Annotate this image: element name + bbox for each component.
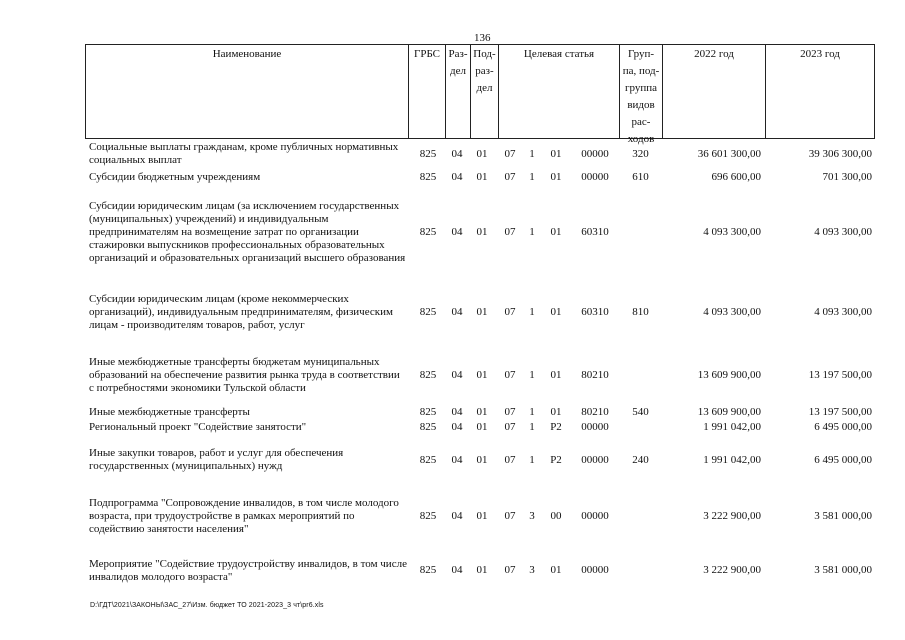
cell-amount-2023: 6 495 000,00 <box>814 453 872 466</box>
cell-expense-group: 240 <box>632 453 649 466</box>
cell-target-4: 80210 <box>581 406 609 418</box>
cell-target-2: 1 <box>529 421 535 433</box>
page-number: 136 <box>474 32 491 44</box>
cell-target-1: 07 <box>504 406 516 418</box>
header-razdel: Раз- дел <box>445 45 470 138</box>
cell-podrazdel: 01 <box>476 305 488 318</box>
cell-podrazdel: 01 <box>476 171 488 183</box>
cell-grbs: 825 <box>419 421 437 433</box>
cell-grbs: 825 <box>419 453 437 466</box>
header-name: Наименование <box>85 45 408 138</box>
table-row <box>85 171 875 184</box>
cell-grbs: 825 <box>419 406 437 418</box>
cell-razdel: 04 <box>451 421 463 433</box>
cell-name: Иные межбюджетные трансферты бюджетам муниципальных образований на обеспечение развития рынка труда в соответствии с потребностями экономики Тульской области <box>89 355 400 394</box>
cell-target-3: 01 <box>550 147 562 160</box>
cell-target-4: 00000 <box>581 147 609 160</box>
cell-target-3: P2 <box>550 421 562 433</box>
cell-podrazdel: 01 <box>476 406 488 418</box>
cell-target-3: 01 <box>550 226 562 238</box>
header-target: Целевая статья <box>498 45 619 138</box>
cell-expense-group: 810 <box>632 305 649 318</box>
cell-target-3: P2 <box>550 453 562 466</box>
cell-expense-group <box>619 345 662 405</box>
cell-podrazdel: 01 <box>476 509 488 522</box>
cell-name: Подпрограмма "Сопровождение инвалидов, в том числе молодого возраста, при трудоустройстве в рамках мероприятий по содействию занятости населения" <box>89 496 399 535</box>
cell-amount-2023: 701 300,00 <box>822 171 872 183</box>
cell-razdel: 04 <box>451 171 463 183</box>
cell-amount-2023: 6 495 000,00 <box>814 421 872 433</box>
cell-podrazdel: 01 <box>476 453 488 466</box>
cell-target-1: 07 <box>504 226 516 238</box>
cell-podrazdel: 01 <box>476 226 488 238</box>
cell-target-2: 1 <box>529 406 535 418</box>
table-row <box>85 406 875 419</box>
cell-podrazdel: 01 <box>476 147 488 160</box>
cell-razdel: 04 <box>451 147 463 160</box>
cell-amount-2022: 4 093 300,00 <box>703 226 761 238</box>
header-group: Груп- па, под- группа видов рас- ходов <box>619 45 662 138</box>
table-row <box>85 421 875 434</box>
cell-target-3: 01 <box>550 305 562 318</box>
cell-podrazdel: 01 <box>476 368 488 381</box>
cell-name: Социальные выплаты гражданам, кроме публичных нормативных социальных выплат <box>89 141 399 166</box>
cell-target-2: 1 <box>529 171 535 183</box>
cell-target-1: 07 <box>504 147 516 160</box>
cell-target-4: 00000 <box>581 509 609 522</box>
cell-expense-group <box>619 187 662 278</box>
cell-expense-group: 540 <box>632 406 649 418</box>
cell-grbs: 825 <box>419 368 437 381</box>
cell-grbs: 825 <box>419 509 437 522</box>
table-row <box>85 345 875 405</box>
cell-grbs: 825 <box>419 564 437 576</box>
cell-amount-2022: 696 600,00 <box>711 171 761 183</box>
cell-target-1: 07 <box>504 368 516 381</box>
table-row <box>85 490 875 542</box>
cell-amount-2023: 3 581 000,00 <box>814 509 872 522</box>
cell-target-3: 01 <box>550 406 562 418</box>
cell-target-2: 1 <box>529 453 535 466</box>
cell-grbs: 825 <box>419 226 437 238</box>
cell-razdel: 04 <box>451 406 463 418</box>
cell-amount-2023: 13 197 500,00 <box>808 406 872 418</box>
cell-amount-2022: 3 222 900,00 <box>703 564 761 576</box>
cell-target-1: 07 <box>504 305 516 318</box>
table-row <box>85 141 875 167</box>
cell-amount-2023: 4 093 300,00 <box>814 226 872 238</box>
cell-expense-group <box>619 555 662 586</box>
cell-amount-2022: 4 093 300,00 <box>703 305 761 318</box>
cell-podrazdel: 01 <box>476 564 488 576</box>
cell-razdel: 04 <box>451 305 463 318</box>
cell-target-2: 3 <box>529 564 535 576</box>
cell-target-3: 01 <box>550 171 562 183</box>
cell-razdel: 04 <box>451 564 463 576</box>
cell-expense-group: 320 <box>632 147 649 160</box>
cell-target-2: 1 <box>529 147 535 160</box>
table-row <box>85 555 875 586</box>
cell-target-2: 1 <box>529 226 535 238</box>
cell-target-2: 1 <box>529 368 535 381</box>
cell-amount-2022: 36 601 300,00 <box>697 147 761 160</box>
cell-name: Субсидии юридическим лицам (за исключением государственных (муниципальных) учреждений) и индивидуальным предпринимателям на возмещение затрат по организации стажировки выпускников профессиональных образовательных организаций и образовательных организаций высшего образования <box>89 200 406 264</box>
cell-target-3: 00 <box>550 509 562 522</box>
table-row <box>85 446 875 474</box>
cell-target-4: 00000 <box>581 564 609 576</box>
header-2023: 2023 год <box>765 45 875 138</box>
cell-razdel: 04 <box>451 509 463 522</box>
cell-amount-2022: 1 991 042,00 <box>703 453 761 466</box>
header-2022: 2022 год <box>662 45 765 138</box>
cell-target-4: 00000 <box>581 171 609 183</box>
file-path-footer: D:\ГДТ\2021\ЗАКОНЫ\ЗАС_27\Изм. бюджет ТО 2021-2023_3 чт\pr6.xls <box>90 602 324 609</box>
cell-grbs: 825 <box>419 147 437 160</box>
cell-target-2: 3 <box>529 509 535 522</box>
cell-expense-group: 610 <box>632 171 649 183</box>
cell-expense-group <box>619 490 662 542</box>
cell-target-4: 00000 <box>581 453 609 466</box>
cell-expense-group <box>619 421 662 434</box>
table-row <box>85 187 875 278</box>
table-header <box>85 44 875 145</box>
cell-name: Иные закупки товаров, работ и услуг для обеспечения государственных (муниципальных) нужд <box>89 447 344 472</box>
cell-razdel: 04 <box>451 226 463 238</box>
cell-name: Субсидии бюджетным учреждениям <box>89 171 261 183</box>
cell-razdel: 04 <box>451 453 463 466</box>
cell-grbs: 825 <box>419 305 437 318</box>
cell-target-1: 07 <box>504 509 516 522</box>
cell-amount-2023: 13 197 500,00 <box>808 368 872 381</box>
cell-target-2: 1 <box>529 305 535 318</box>
header-grbs: ГРБС <box>408 45 445 138</box>
cell-amount-2022: 13 609 900,00 <box>697 368 761 381</box>
cell-amount-2022: 1 991 042,00 <box>703 421 761 433</box>
cell-name: Иные межбюджетные трансферты <box>89 406 250 418</box>
cell-name: Субсидии юридическим лицам (кроме некоммерческих организаций), индивидуальным предпринимателям, физическим лицам - производителям товаров, работ, услуг <box>89 292 393 331</box>
cell-target-4: 60310 <box>581 305 609 318</box>
cell-target-4: 80210 <box>581 368 609 381</box>
cell-target-3: 01 <box>550 368 562 381</box>
cell-name: Региональный проект "Содействие занятости" <box>89 421 307 433</box>
cell-razdel: 04 <box>451 368 463 381</box>
cell-amount-2023: 39 306 300,00 <box>808 147 872 160</box>
cell-target-4: 60310 <box>581 226 609 238</box>
cell-amount-2022: 13 609 900,00 <box>697 406 761 418</box>
cell-target-1: 07 <box>504 421 516 433</box>
cell-amount-2023: 4 093 300,00 <box>814 305 872 318</box>
cell-target-1: 07 <box>504 564 516 576</box>
cell-target-1: 07 <box>504 453 516 466</box>
cell-amount-2022: 3 222 900,00 <box>703 509 761 522</box>
cell-target-3: 01 <box>550 564 562 576</box>
cell-amount-2023: 3 581 000,00 <box>814 564 872 576</box>
header-podrazdel: Под- раз- дел <box>470 45 498 138</box>
cell-podrazdel: 01 <box>476 421 488 433</box>
cell-name: Мероприятие "Содействие трудоустройству инвалидов, в том числе инвалидов молодого возраста" <box>89 557 407 583</box>
table-row <box>85 290 875 334</box>
cell-target-1: 07 <box>504 171 516 183</box>
cell-grbs: 825 <box>419 171 437 183</box>
cell-target-4: 00000 <box>581 421 609 433</box>
